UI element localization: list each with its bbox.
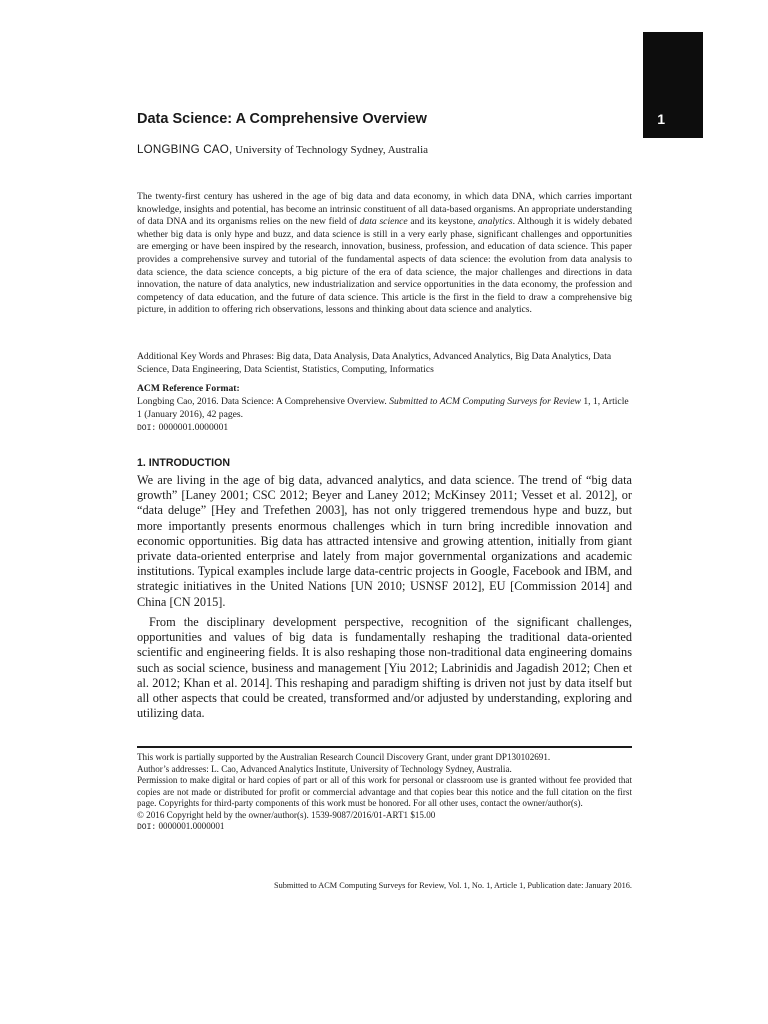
paper-title: Data Science: A Comprehensive Overview: [137, 111, 427, 127]
page-number: 1: [657, 111, 665, 127]
footnote-support: This work is partially supported by the Australian Research Council Discovery Grant, under grant DP130102691.: [137, 752, 551, 762]
doi-label: DOI:: [137, 424, 157, 433]
abstract-text-2: and its keystone,: [407, 216, 478, 228]
citation-venue: Submitted to ACM Computing Surveys for Review: [389, 396, 581, 407]
running-footer: Submitted to ACM Computing Surveys for Review, Vol. 1, No. 1, Article 1, Publication date: January 2016.: [274, 881, 632, 890]
author-line: [137, 143, 632, 157]
author-name: LONGBING CAO,: [137, 143, 233, 156]
abstract-emphasis-2: analytics: [477, 216, 513, 228]
footnote-doi: [137, 821, 632, 834]
citation-end: 1, 1, Article 1 (January 2016), 42 pages.: [137, 396, 629, 420]
abstract-text-3: . Although it is widely debated whether big data is only hype and buzz, and data science is still in a very early phase, significant challenges and opportunities are emerging or have been inspired by the research, innovation, business, profession, and education of data science. This paper provides a comprehensive survey and tutorial of the fundamental aspects of data science: the evolution from data analysis to data science, the data science concepts, a big picture of the era of data science, the major challenges and directions in data innovation, the nature of data analytics, new industrialization and service opportunities in the data economy, the profession and competency of data education, and the future of data science. This article is the first in the field to draw a comprehensive big picture, in addition to offering rich observations, lessons and thinking about data science and analytics.: [137, 216, 632, 316]
footnote-copyright: © 2016 Copyright held by the owner/author(s). 1539-9087/2016/01-ART1 $15.00: [137, 809, 436, 820]
doi-value: 0000001.0000001: [156, 422, 229, 433]
intro-paragraph-1: We are living in the age of big data, advanced analytics, and data science. The trend of “big data growth” [Laney 2001; CSC 2012; Beyer and Laney 2012; McKinsey 2011; Vesset et al. 2012], or “data deluge” [Hey and Trefethen 2003], has not only triggered tremendous hype and buzz, but more importantly presents enormous challenges which in turn bring incredible innovation and economic opportunities. Big data has attracted intensive and growing attention, initially from giant private data-oriented enterprise and lately from major governmental organizations and academic institutions. Typical examples include large data-centric projects in Google, Facebook and IBM, and strategic initiatives in the United Nations [UN 2010; USNSF 2012], EU [Commission 2014] and China [CN 2015].: [137, 473, 632, 609]
footnotes: [137, 752, 632, 834]
footnote-address: Author’s addresses: L. Cao, Advanced Analytics Institute, University of Technology Sydney, Australia.: [137, 763, 512, 774]
footnote-doi-label: DOI:: [137, 823, 157, 832]
page-number-tab: [643, 32, 703, 138]
footnote-divider: [137, 746, 632, 748]
acm-reference-citation: [137, 395, 632, 421]
section-heading-introduction: 1. INTRODUCTION: [137, 457, 230, 469]
keywords: Additional Key Words and Phrases: Big data, Data Analysis, Data Analytics, Advanced Analytics, Big Data Analytics, Data Science, Data Engineering, Data Scientist, Statistics, Computing, Informatics: [137, 351, 612, 375]
intro-paragraph-2: From the disciplinary development perspective, recognition of the significant challenges, opportunities and values of big data is fundamentally reshaping the traditional data-oriented scientific and engineering fields. It is also reshaping those non-traditional data engineering domains such as social science, business and management [Yiu 2012; Labrinidis and Jagadish 2012; Chen et al. 2012; Khan et al. 2014]. This reshaping and paradigm shifting is driven not just by data itself but all other aspects that could be created, transformed and/or adjusted by understanding, exploring and utilizing data.: [137, 615, 632, 721]
author-affiliation: University of Technology Sydney, Australia: [232, 144, 429, 156]
acm-reference-format: [137, 382, 632, 435]
abstract: [137, 191, 632, 317]
citation-start: Longbing Cao, 2016. Data Science: A Comprehensive Overview.: [137, 396, 390, 407]
abstract-emphasis-1: data science: [359, 216, 408, 228]
acm-reference-heading: ACM Reference Format:: [137, 383, 240, 394]
footnote-doi-value: 0000001.0000001: [156, 821, 225, 831]
acm-reference-doi: [137, 421, 632, 435]
abstract-text-1: The twenty-first century has ushered in the age of big data and data economy, in which data DNA, which carries important knowledge, insights and potential, has become an intrinsic constituent of all data-based organisms. An appropriate understanding of data DNA and its organisms relies on the new field of: [137, 191, 632, 228]
footnote-permission: Permission to make digital or hard copies of part or all of this work for personal or classroom use is granted without fee provided that copies are not made or distributed for profit or commercial advantage and that copies bear this notice and the full citation on the first page. Copyrights for third-party components of this work must be honored. For all other uses, contact the owner/author(s).: [137, 775, 632, 808]
